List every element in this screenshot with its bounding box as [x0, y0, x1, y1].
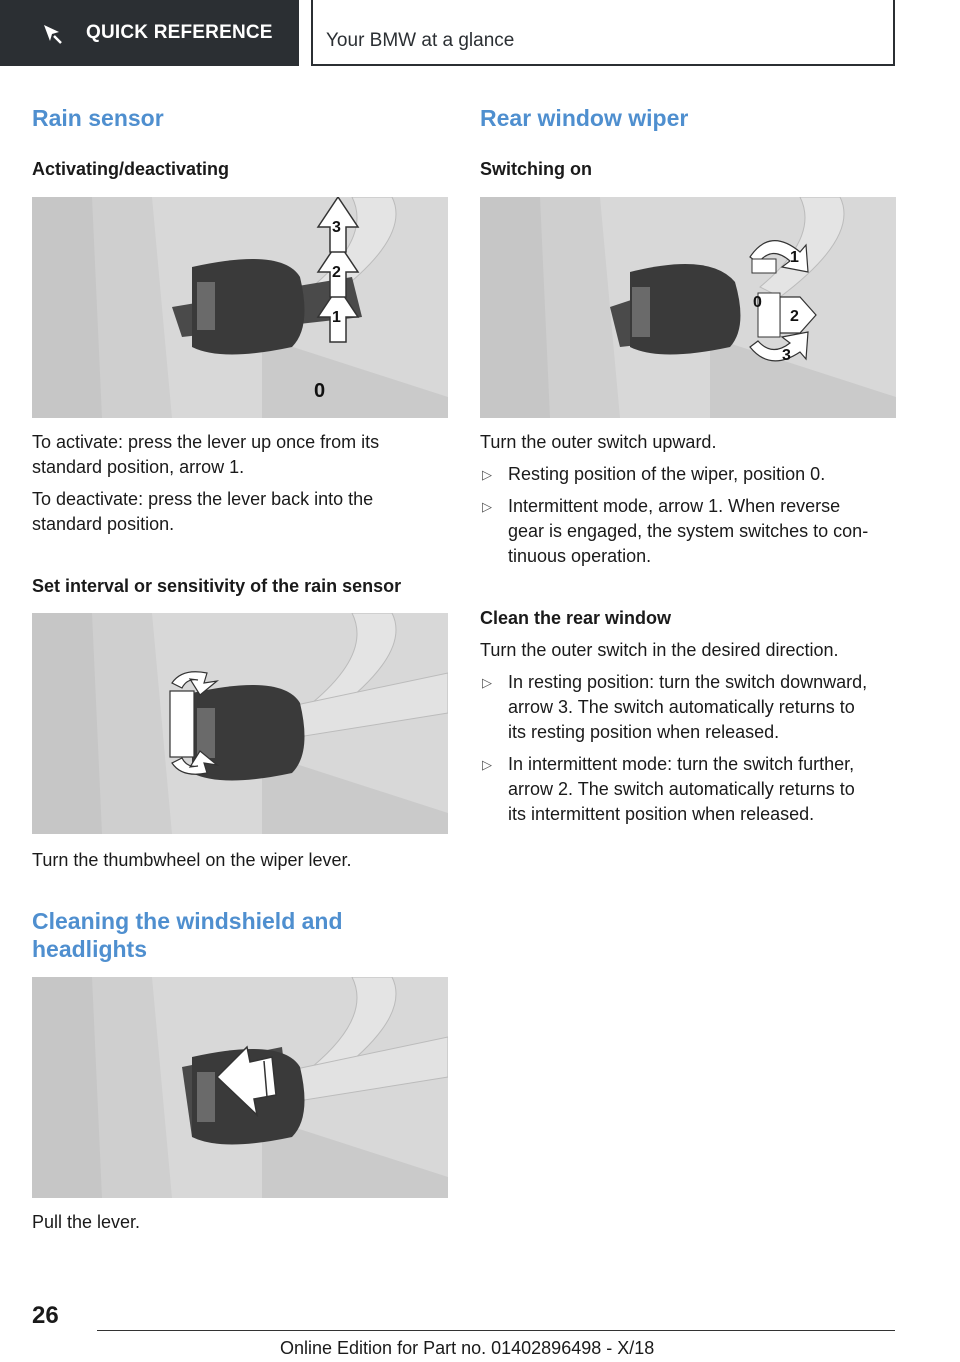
list-item	[480, 670, 900, 745]
bullet-triangle-icon: ▷	[482, 675, 492, 690]
bullet-triangle-icon: ▷	[482, 757, 492, 772]
bullet-triangle-icon: ▷	[482, 467, 492, 482]
bullet-text-line: its resting position when released.	[508, 722, 780, 742]
thumbwheel-text: Turn the thumbwheel on the wiper lever.	[32, 850, 352, 870]
cleaning-heading	[32, 907, 448, 963]
fig4-label-3: 3	[782, 347, 791, 364]
bullet-text-line: arrow 2. The switch automatically returns to	[508, 779, 855, 799]
fig1-label-1: 1	[332, 309, 341, 326]
footer-divider	[97, 1330, 895, 1331]
fig1-label-3: 3	[332, 219, 341, 236]
fig4-label-2: 2	[790, 308, 799, 325]
cleaning-heading-line1: Cleaning the windshield and	[32, 908, 343, 934]
quick-reference-tab[interactable]	[0, 0, 299, 66]
list-item	[480, 752, 900, 827]
rear-wiper-switch-illustration	[480, 197, 896, 418]
fig4-label-1: 1	[790, 249, 799, 266]
section-title: Your BMW at a glance	[326, 30, 515, 51]
bullet-text-line: arrow 3. The switch automatically returns to	[508, 697, 855, 717]
bullet-text-line: Intermittent mode, arrow 1. When reverse	[508, 496, 841, 516]
edition-footer: Online Edition for Part no. 01402896498 - X/18	[280, 1338, 655, 1358]
bullet-text: Resting position of the wiper, position 0.	[508, 464, 826, 484]
list-item	[480, 462, 896, 487]
bullet-text-line: In intermittent mode: turn the switch further,	[508, 754, 855, 774]
header-divider	[311, 0, 313, 66]
pull-lever-illustration	[32, 977, 448, 1198]
tab-label: QUICK REFERENCE	[86, 22, 273, 43]
list-item	[480, 494, 896, 569]
bullet-text-line: gear is engaged, the system switches to con-	[508, 521, 869, 541]
page-number: 26	[32, 1302, 59, 1329]
rain-sensor-lever-illustration	[32, 197, 448, 418]
switching-on-heading: Switching on	[480, 159, 592, 179]
fig1-label-0: 0	[314, 380, 326, 402]
clean-bullets	[480, 670, 900, 827]
clean-rear-window-text: Turn the outer switch in the desired direction.	[480, 640, 839, 660]
header-border-right	[893, 0, 895, 66]
switching-bullets	[480, 462, 896, 569]
interval-heading: Set interval or sensitivity of the rain sensor	[32, 576, 402, 596]
bullet-text-line: In resting position: turn the switch downward,	[508, 672, 868, 692]
fig1-label-2: 2	[332, 264, 341, 281]
turn-switch-text: Turn the outer switch upward.	[480, 432, 717, 452]
rain-sensor-heading: Rain sensor	[32, 105, 164, 131]
clean-rear-window-heading: Clean the rear window	[480, 608, 672, 628]
thumbwheel-illustration	[32, 613, 448, 834]
activate-text: To activate: press the lever up once from its standard position, arrow 1.	[32, 432, 380, 477]
pull-lever-text: Pull the lever.	[32, 1212, 141, 1232]
header-underline	[311, 64, 895, 66]
bullet-text-line: tinuous operation.	[508, 546, 652, 566]
deactivate-text: To deactivate: press the lever back into the standard position.	[32, 489, 374, 534]
rear-wiper-heading: Rear window wiper	[480, 105, 689, 131]
bullet-text-line: its intermittent position when released.	[508, 804, 815, 824]
star-pointer-icon	[40, 21, 64, 45]
cleaning-heading-line2: headlights	[32, 936, 148, 962]
activating-heading: Activating/deactivating	[32, 159, 230, 179]
bullet-triangle-icon: ▷	[482, 499, 492, 514]
fig4-label-0: 0	[753, 294, 762, 311]
